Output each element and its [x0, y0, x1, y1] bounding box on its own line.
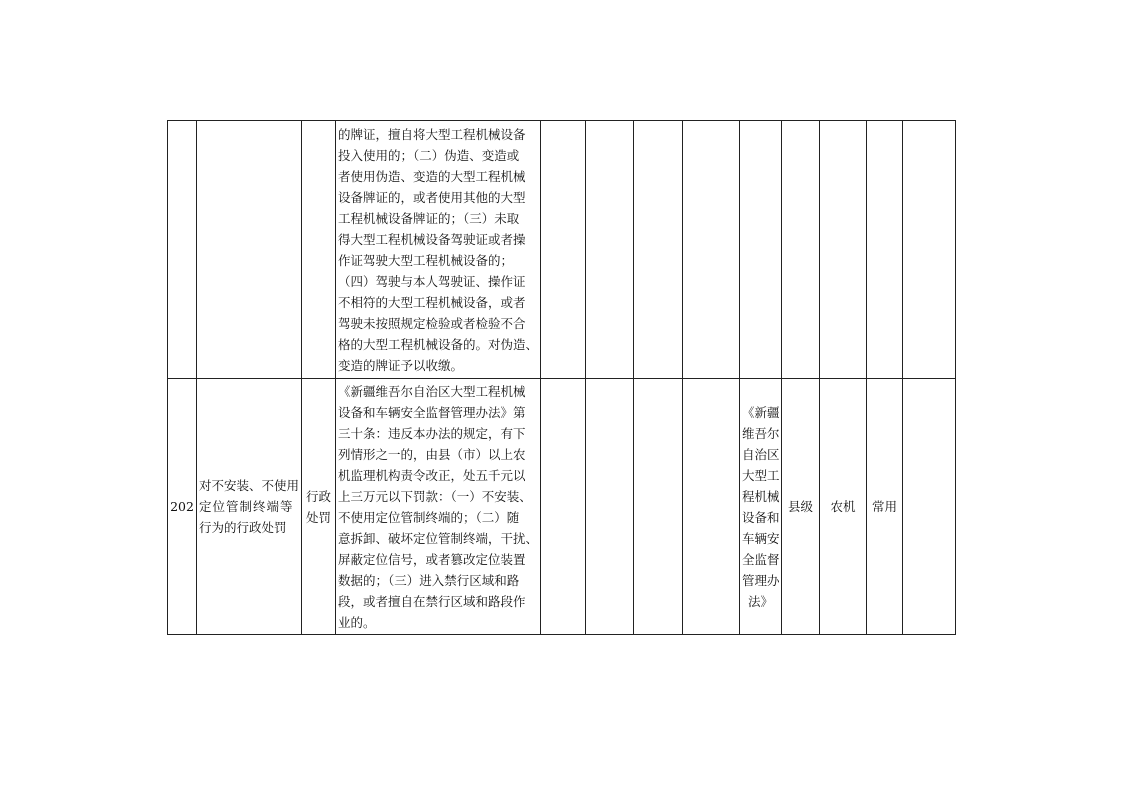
content-line: 不使用定位管制终端的；（二）随 — [338, 509, 520, 525]
content-line: 格的大型工程机械设备的。对伪造、 — [338, 336, 539, 352]
basis-line: 管理办 — [742, 572, 780, 588]
empty-cell — [683, 121, 740, 379]
content-line: 驾驶未按照规定检验或者检验不合 — [338, 315, 526, 331]
basis-line: 程机械 — [742, 488, 780, 504]
level-cell: 县级 — [782, 379, 820, 635]
item-name-line: 对不安装、不使用 — [199, 478, 300, 493]
content-line: 数据的；（三）进入禁行区域和路 — [338, 572, 520, 588]
basis-line: 车辆安 — [742, 530, 780, 546]
item-name-cell — [197, 121, 302, 379]
basis-cell — [740, 379, 782, 635]
freq-cell — [867, 121, 903, 379]
item-name-line: 行为的行政处罚 — [199, 520, 287, 535]
empty-cell — [586, 379, 634, 635]
basis-line: 法》 — [747, 593, 773, 609]
freq-cell: 常用 — [867, 379, 903, 635]
content-line: 者使用伪造、变造的大型工程机械 — [338, 168, 526, 184]
empty-cell — [586, 121, 634, 379]
content-line: 不相符的大型工程机械设备，或者 — [338, 294, 526, 310]
content-line: 工程机械设备牌证的；（三）未取 — [338, 210, 520, 226]
item-type-cell — [302, 121, 336, 379]
content-line: 《新疆维吾尔自治区大型工程机械 — [338, 383, 526, 399]
power-list-table — [167, 120, 956, 635]
level-cell — [782, 121, 820, 379]
content-line: 列情形之一的，由县（市）以上农 — [338, 446, 526, 462]
table-row — [168, 121, 956, 379]
item-name-cell — [197, 379, 302, 635]
empty-cell — [541, 379, 586, 635]
content-line: 设备和车辆安全监督管理办法》第 — [338, 404, 526, 420]
content-line: 投入使用的；（二）伪造、变造或 — [338, 147, 520, 163]
basis-cell — [740, 121, 782, 379]
empty-cell — [683, 379, 740, 635]
content-line: 的牌证，擅自将大型工程机械设备 — [338, 126, 526, 142]
content-line: 意拆卸、破坏定位管制终端，干扰、 — [338, 530, 539, 546]
item-type-line: 处罚 — [305, 509, 331, 525]
content-line: 上三万元以下罚款：（一）不安装、 — [338, 488, 532, 504]
basis-line: 全监督 — [742, 551, 780, 567]
table-row — [168, 379, 956, 635]
empty-cell — [634, 379, 683, 635]
empty-cell — [634, 121, 683, 379]
row-number-cell: 202 — [168, 379, 197, 635]
item-name-line: 定位管制终端等 — [199, 499, 294, 514]
content-cell — [336, 121, 541, 379]
item-type-line: 行政 — [305, 488, 331, 504]
empty-cell — [903, 121, 956, 379]
content-line: 设备牌证的，或者使用其他的大型 — [338, 189, 526, 205]
empty-cell — [541, 121, 586, 379]
item-type-cell — [302, 379, 336, 635]
basis-line: 自治区 — [742, 446, 780, 462]
content-line: 屏蔽定位信号，或者篡改定位装置 — [338, 551, 526, 567]
basis-line: 设备和 — [742, 509, 780, 525]
row-number-cell — [168, 121, 197, 379]
content-line: 段，或者擅自在禁行区域和路段作 — [338, 593, 526, 609]
content-line: 作证驾驶大型工程机械设备的； — [338, 252, 514, 268]
content-line: 机监理机构责令改正，处五千元以 — [338, 467, 526, 483]
content-line: 得大型工程机械设备驾驶证或者操 — [338, 231, 526, 247]
content-line: 变造的牌证予以收缴。 — [338, 357, 464, 373]
content-line: 业的。 — [338, 614, 376, 630]
content-line: （四）驾驶与本人驾驶证、操作证 — [338, 273, 526, 289]
empty-cell — [903, 379, 956, 635]
dept-cell: 农机 — [820, 379, 867, 635]
content-line: 三十条：违反本办法的规定，有下 — [338, 425, 526, 441]
dept-cell — [820, 121, 867, 379]
content-cell — [336, 379, 541, 635]
basis-line: 大型工 — [742, 467, 780, 483]
basis-line: 维吾尔 — [742, 425, 780, 441]
basis-line: 《新疆 — [742, 404, 780, 420]
